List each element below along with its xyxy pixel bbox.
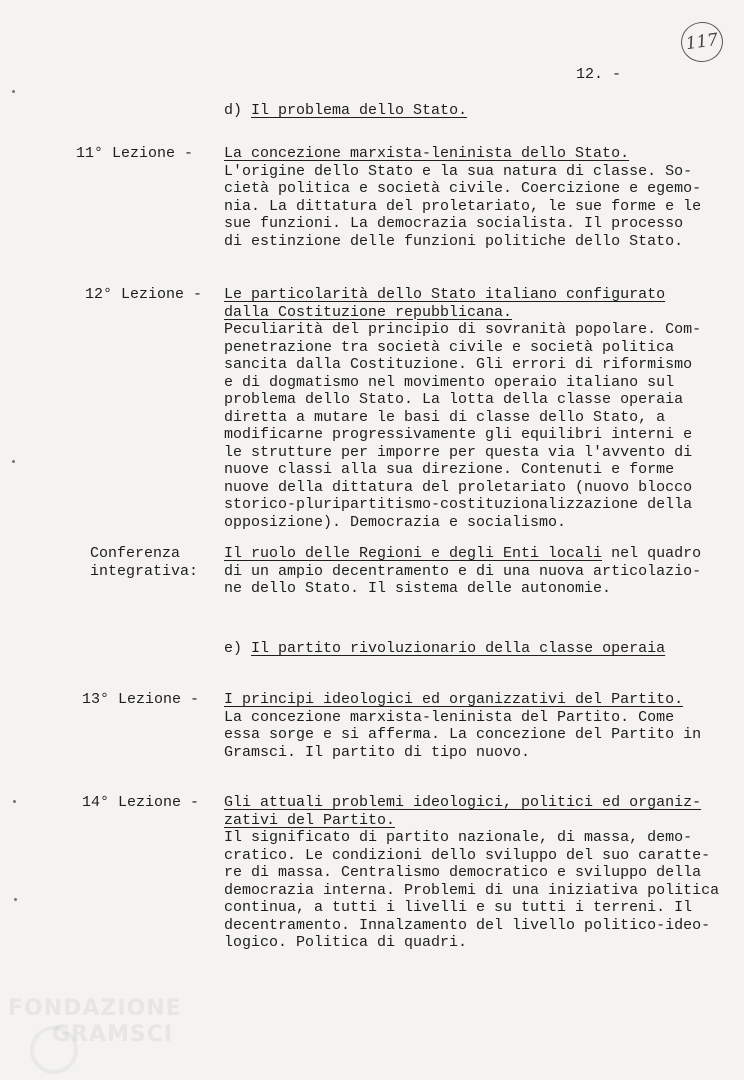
lesson-12-line: modificarne progressivamente gli equilibri interni e <box>224 426 693 443</box>
lesson-13-line: essa sorge e si afferma. La concezione del Partito in <box>224 726 702 743</box>
scan-speck <box>12 90 15 93</box>
lesson-14-line: logico. Politica di quadri. <box>224 934 468 951</box>
watermark-line1: FONDAZIONE <box>8 996 182 1021</box>
conference-line: ne dello Stato. Il sistema delle autonomie. <box>224 580 612 597</box>
watermark <box>8 996 182 1048</box>
lesson-11-line: sue funzioni. La democrazia socialista. Il processo <box>224 215 684 232</box>
lesson-12-line: nuove classi alla sua direzione. Contenuti e forme <box>224 461 675 478</box>
section-e-letter: e) <box>224 640 243 657</box>
lesson-11-line: L'origine dello Stato e la sua natura di classe. So- <box>224 162 693 180</box>
lesson-14-body <box>224 794 719 952</box>
page-number: 12. - <box>576 66 622 83</box>
lesson-12-line: problema dello Stato. La lotta della classe operaia <box>224 391 684 408</box>
lesson-12-line: storico-pluripartitismo-costituzionalizzazione della <box>224 496 693 513</box>
section-d-title: Il problema dello Stato. <box>251 102 468 119</box>
lesson-12-line: sancita dalla Costituzione. Gli errori di riformismo <box>224 356 693 373</box>
lesson-13-title: I principi ideologici ed organizzativi del Partito. <box>224 691 684 708</box>
conference-title-rest: nel quadro <box>602 545 702 562</box>
conference-line: di un ampio decentramento e di una nuova articolazio- <box>224 562 702 580</box>
lesson-12-line: e di dogmatismo nel movimento operaio italiano sul <box>224 373 675 391</box>
scan-speck <box>12 460 15 463</box>
lesson-14-label: 14° Lezione - <box>82 794 200 811</box>
lesson-11-line: nia. La dittatura del proletariato, le sue forme e le <box>224 197 702 215</box>
lesson-12-line: opposizione). Democrazia e socialismo. <box>224 513 567 531</box>
lesson-12-title-line2: dalla Costituzione repubblicana. <box>224 303 513 321</box>
lesson-13-line: La concezione marxista-leninista del Partito. Come <box>224 708 675 726</box>
lesson-14-title-line1: Gli attuali problemi ideologici, politici ed organiz- <box>224 794 702 811</box>
lesson-14-line: re di massa. Centralismo democratico e sviluppo della <box>224 864 702 881</box>
conference-title: Il ruolo delle Regioni e degli Enti locali <box>224 545 603 562</box>
section-d-heading <box>224 102 467 119</box>
conference-label-line1: Conferenza <box>90 545 181 562</box>
section-e-heading <box>224 640 665 657</box>
lesson-14-line: decentramento. Innalzamento del livello politico-ideo- <box>224 916 711 934</box>
lesson-13-label: 13° Lezione - <box>82 691 200 708</box>
lesson-11-label: 11° Lezione - <box>76 145 194 162</box>
lesson-12-label: 12° Lezione - <box>85 286 203 303</box>
section-e-title: Il partito rivoluzionario della classe operaia <box>251 640 666 657</box>
lesson-12-body <box>224 286 701 531</box>
lesson-11-line: di estinzione delle funzioni politiche dello Stato. <box>224 232 684 250</box>
lesson-14-title-line2: zativi del Partito. <box>224 811 396 829</box>
lesson-13-line: Gramsci. Il partito di tipo nuovo. <box>224 743 531 761</box>
lesson-11-title: La concezione marxista-leninista dello Stato. <box>224 145 630 162</box>
lesson-14-line: cratico. Le condizioni dello sviluppo del suo caratte- <box>224 846 711 864</box>
conference-body <box>224 545 701 598</box>
scan-speck <box>14 898 17 901</box>
lesson-12-title-line1: Le particolarità dello Stato italiano configurato <box>224 286 666 303</box>
section-d-letter: d) <box>224 102 243 119</box>
lesson-12-line: diretta a mutare le basi di classe dello Stato, a <box>224 408 666 426</box>
lesson-12-line: nuove della dittatura del proletariato (nuovo blocco <box>224 478 693 496</box>
lesson-11-line: cietà politica e società civile. Coercizione e egemo- <box>224 180 702 197</box>
conference-label-line2: integrativa: <box>90 562 199 580</box>
lesson-12-line: Peculiarità del principio di sovranità popolare. Com- <box>224 321 702 338</box>
archive-stamp <box>678 19 725 64</box>
lesson-14-line: continua, a tutti i livelli e su tutti i terreni. Il <box>224 899 693 916</box>
conference-label <box>90 545 198 580</box>
lesson-12-line: le strutture per imporre per questa via l'avvento di <box>224 443 693 461</box>
lesson-11-body <box>224 145 701 250</box>
lesson-12-line: penetrazione tra società civile e società politica <box>224 338 675 356</box>
lesson-13-body <box>224 691 701 761</box>
watermark-line2: GRAMSCI <box>52 1022 174 1047</box>
lesson-14-line: democrazia interna. Problemi di una iniziativa politica <box>224 881 720 899</box>
lesson-14-line: Il significato di partito nazionale, di massa, demo- <box>224 829 693 846</box>
scan-speck <box>13 800 16 803</box>
archive-stamp-number: 117 <box>684 29 720 55</box>
